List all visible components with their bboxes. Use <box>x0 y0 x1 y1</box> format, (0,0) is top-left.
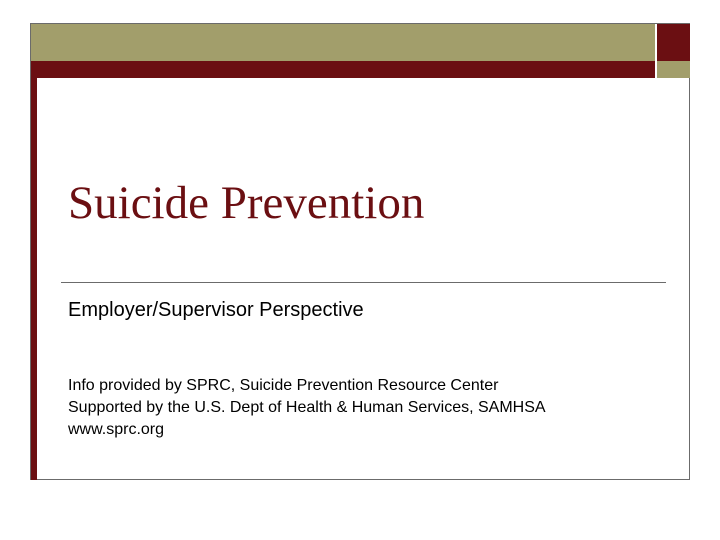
header-corner-maroon-block <box>657 24 690 61</box>
title-slide <box>30 23 690 480</box>
header-maroon-band <box>31 61 655 78</box>
info-block <box>68 375 546 441</box>
title-divider <box>61 282 666 283</box>
left-accent-bar <box>31 78 37 480</box>
header-corner-olive-block <box>657 61 690 78</box>
slide-title: Suicide Prevention <box>68 177 425 229</box>
slide-subtitle: Employer/Supervisor Perspective <box>68 299 364 321</box>
info-line-website: www.sprc.org <box>68 421 165 438</box>
info-line-support: Supported by the U.S. Dept of Health & Human Services, SAMHSA <box>68 399 546 416</box>
header-olive-band <box>31 24 655 61</box>
info-line-source: Info provided by SPRC, Suicide Prevention Resource Center <box>68 377 499 394</box>
